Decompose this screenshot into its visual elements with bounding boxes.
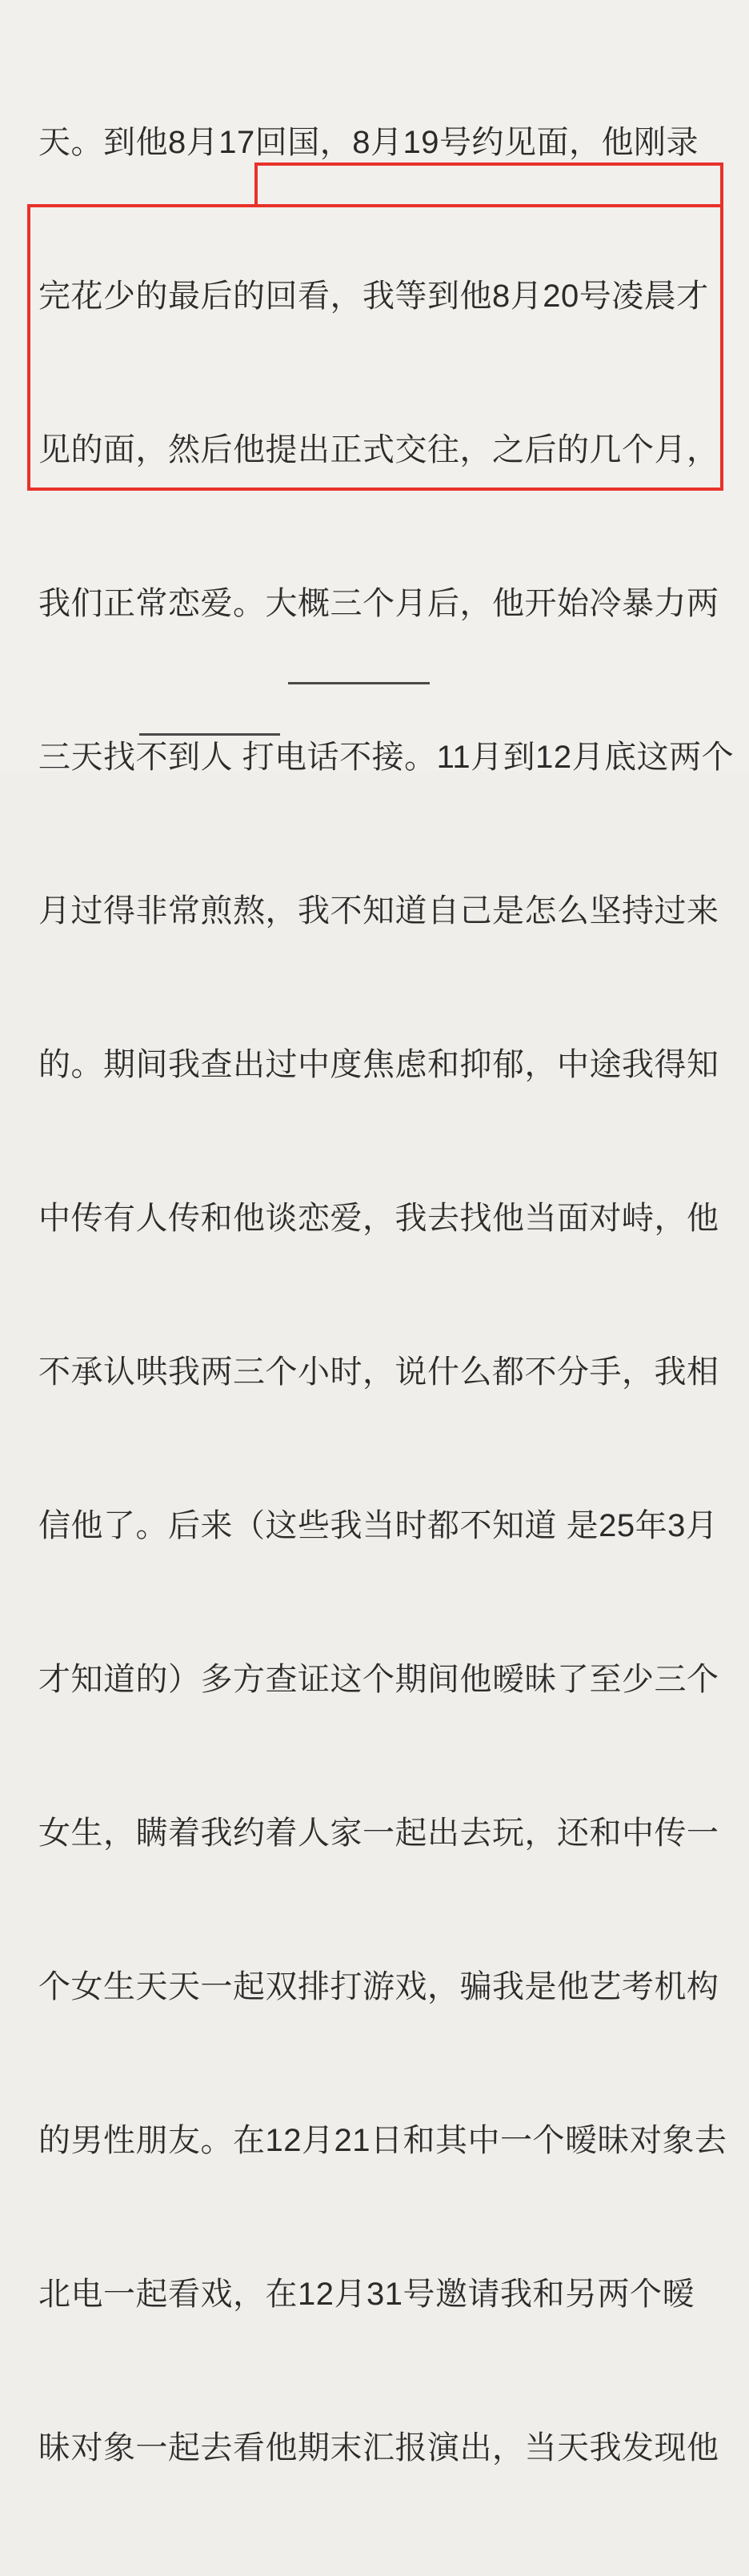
date-underline-1 bbox=[288, 682, 430, 684]
text-line: 月过得非常煎熬，我不知道自己是怎么坚持过来 bbox=[38, 893, 719, 929]
text-line: 个女生天天一起双排打游戏，骗我是他艺考机构 bbox=[38, 1969, 719, 2004]
text-line: 天。到他8月17回国，8月19号约见面，他刚录 bbox=[38, 125, 699, 160]
text-line: 女生，瞒着我约着人家一起出去玩，还和中传一 bbox=[38, 1816, 719, 1851]
text-line: 的男性朋友。在12月21日和其中一个暧昧对象去 bbox=[38, 2123, 727, 2158]
text-line: 才知道的）多方查证这个期间他暧昧了至少三个 bbox=[38, 1662, 719, 1697]
text-line: 昧对象一起去看他期末汇报演出，当天我发现他 bbox=[38, 2430, 719, 2466]
text-line: 见的面，然后他提出正式交往，之后的几个月， bbox=[38, 432, 719, 467]
text-line: 三天找不到人 打电话不接。11月到12月底这两个 bbox=[38, 740, 735, 775]
text-line: 我们正常恋爱。大概三个月后，他开始冷暴力两 bbox=[38, 586, 719, 621]
date-underline-2 bbox=[139, 733, 280, 736]
text-line: 中传有人传和他谈恋爱，我去找他当面对峙，他 bbox=[38, 1201, 719, 1236]
text-line: 的。期间我查出过中度焦虑和抑郁，中途我得知 bbox=[38, 1047, 719, 1082]
text-line: 完花少的最后的回看，我等到他8月20号凌晨才 bbox=[38, 279, 709, 314]
highlight-join-gap bbox=[258, 201, 720, 207]
document-text bbox=[38, 14, 735, 2576]
text-line: 北电一起看戏，在12月31号邀请我和另两个暧 bbox=[38, 2277, 695, 2312]
text-line: 信他了。后来（这些我当时都不知道 是25年3月 bbox=[38, 1508, 719, 1543]
text-line: 不承认哄我两三个小时，说什么都不分手，我相 bbox=[38, 1354, 719, 1390]
